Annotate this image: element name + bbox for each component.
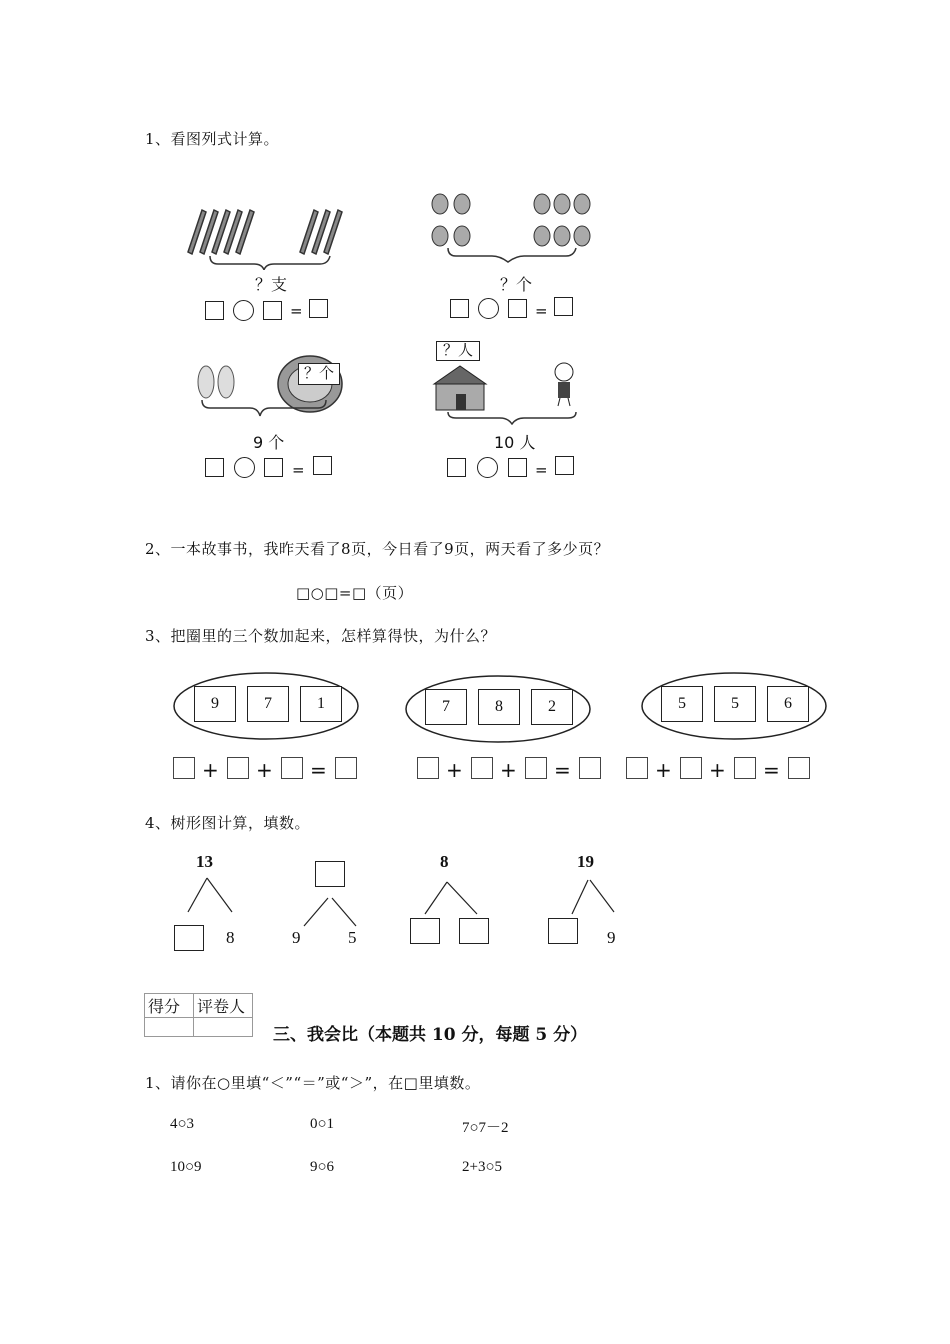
pens-illustration bbox=[180, 200, 360, 270]
score-header: 得分 bbox=[145, 994, 194, 1018]
tree-branches bbox=[296, 896, 366, 932]
house-tag: ？人 bbox=[436, 341, 480, 361]
grader-header: 评卷人 bbox=[194, 994, 253, 1018]
plus-sign: + bbox=[500, 758, 517, 782]
equals-sign: = bbox=[290, 302, 303, 320]
equals-sign: = bbox=[535, 302, 548, 320]
question-1-title: 1、看图列式计算。 bbox=[145, 130, 280, 148]
answer-box[interactable] bbox=[313, 456, 332, 475]
tree-leaf-number: 9 bbox=[607, 928, 616, 947]
sum-box[interactable] bbox=[525, 757, 547, 779]
sum-box[interactable] bbox=[471, 757, 493, 779]
sum-box[interactable] bbox=[788, 757, 810, 779]
tree-branches bbox=[180, 876, 240, 916]
group-number: 6 bbox=[767, 686, 809, 722]
compare-item[interactable]: 7○7－2 bbox=[462, 1120, 509, 1136]
answer-box[interactable] bbox=[309, 299, 328, 318]
tree-answer-box[interactable] bbox=[459, 918, 489, 944]
compare-item[interactable]: 9○6 bbox=[310, 1159, 335, 1175]
section-3-title: 三、我会比（本题共 10 分，每题 5 分） bbox=[273, 1025, 588, 1045]
group-number: 1 bbox=[300, 686, 342, 722]
sum-box[interactable] bbox=[335, 757, 357, 779]
pineapples-count-label: ？个 bbox=[500, 275, 533, 294]
group-number: 7 bbox=[247, 686, 289, 722]
tree-answer-box[interactable] bbox=[548, 918, 578, 944]
sum-box[interactable] bbox=[173, 757, 195, 779]
score-cell[interactable] bbox=[145, 1018, 194, 1037]
answer-box[interactable] bbox=[508, 299, 527, 318]
sum-box[interactable] bbox=[227, 757, 249, 779]
answer-box[interactable] bbox=[555, 456, 574, 475]
answer-box[interactable] bbox=[450, 299, 469, 318]
basket-tag: ？个 bbox=[298, 363, 340, 385]
plus-sign: + bbox=[446, 758, 463, 782]
operator-circle[interactable] bbox=[233, 300, 254, 321]
answer-box[interactable] bbox=[508, 458, 527, 477]
tree-leaf-number: 5 bbox=[348, 928, 357, 947]
tree-leaf-number: 9 bbox=[292, 928, 301, 947]
tree-top-number: 8 bbox=[440, 852, 449, 871]
score-table bbox=[144, 993, 253, 1037]
question-2-answer-line[interactable]: □○□=□（页） bbox=[296, 584, 414, 602]
sum-box[interactable] bbox=[734, 757, 756, 779]
equals-sign: = bbox=[310, 758, 327, 782]
equals-sign: = bbox=[535, 461, 548, 479]
group-number: 8 bbox=[478, 689, 520, 725]
people-count-label: 10 人 bbox=[494, 433, 536, 452]
grader-cell[interactable] bbox=[194, 1018, 253, 1037]
sum-box[interactable] bbox=[281, 757, 303, 779]
answer-box[interactable] bbox=[264, 458, 283, 477]
question-3-title: 3、把圈里的三个数加起来，怎样算得快，为什么？ bbox=[145, 627, 497, 645]
plus-sign: + bbox=[709, 758, 726, 782]
plus-sign: + bbox=[655, 758, 672, 782]
sum-box[interactable] bbox=[626, 757, 648, 779]
tree-answer-box[interactable] bbox=[174, 925, 204, 951]
group-number: 7 bbox=[425, 689, 467, 725]
operator-circle[interactable] bbox=[234, 457, 255, 478]
equals-sign: = bbox=[554, 758, 571, 782]
compare-item[interactable]: 0○1 bbox=[310, 1116, 335, 1132]
compare-item[interactable]: 10○9 bbox=[170, 1159, 202, 1175]
question-2-title: 2、一本故事书，我昨天看了8页，今日看了9页，两天看了多少页？ bbox=[145, 540, 610, 558]
tree-top-number: 13 bbox=[196, 852, 213, 871]
answer-box[interactable] bbox=[205, 458, 224, 477]
group-number: 5 bbox=[714, 686, 756, 722]
group-number: 9 bbox=[194, 686, 236, 722]
tree-branches bbox=[560, 878, 630, 916]
sum-box[interactable] bbox=[579, 757, 601, 779]
tree-branches bbox=[415, 880, 485, 916]
pens-count-label: ？支 bbox=[255, 275, 288, 294]
answer-box[interactable] bbox=[263, 301, 282, 320]
equals-sign: = bbox=[763, 758, 780, 782]
plus-sign: + bbox=[256, 758, 273, 782]
answer-box[interactable] bbox=[447, 458, 466, 477]
sum-box[interactable] bbox=[417, 757, 439, 779]
compare-item[interactable]: 4○3 bbox=[170, 1116, 195, 1132]
plus-sign: + bbox=[202, 758, 219, 782]
answer-box[interactable] bbox=[205, 301, 224, 320]
tree-answer-box[interactable] bbox=[315, 861, 345, 887]
group-number: 2 bbox=[531, 689, 573, 725]
tree-answer-box[interactable] bbox=[410, 918, 440, 944]
tree-leaf-number: 8 bbox=[226, 928, 235, 947]
corn-basket-illustration bbox=[190, 350, 350, 425]
tree-top-number: 19 bbox=[577, 852, 594, 871]
question-4-title: 4、树形图计算，填数。 bbox=[145, 814, 311, 832]
section-3-question-1-title: 1、请你在○里填“＜”“＝”或“＞”，在□里填数。 bbox=[145, 1074, 481, 1092]
house-girl-illustration bbox=[428, 360, 588, 425]
pineapples-illustration bbox=[428, 182, 598, 264]
answer-box[interactable] bbox=[554, 297, 573, 316]
sum-box[interactable] bbox=[680, 757, 702, 779]
equals-sign: = bbox=[292, 461, 305, 479]
group-number: 5 bbox=[661, 686, 703, 722]
operator-circle[interactable] bbox=[478, 298, 499, 319]
corn-count-label: 9 个 bbox=[253, 433, 285, 452]
operator-circle[interactable] bbox=[477, 457, 498, 478]
compare-item[interactable]: 2+3○5 bbox=[462, 1159, 503, 1175]
